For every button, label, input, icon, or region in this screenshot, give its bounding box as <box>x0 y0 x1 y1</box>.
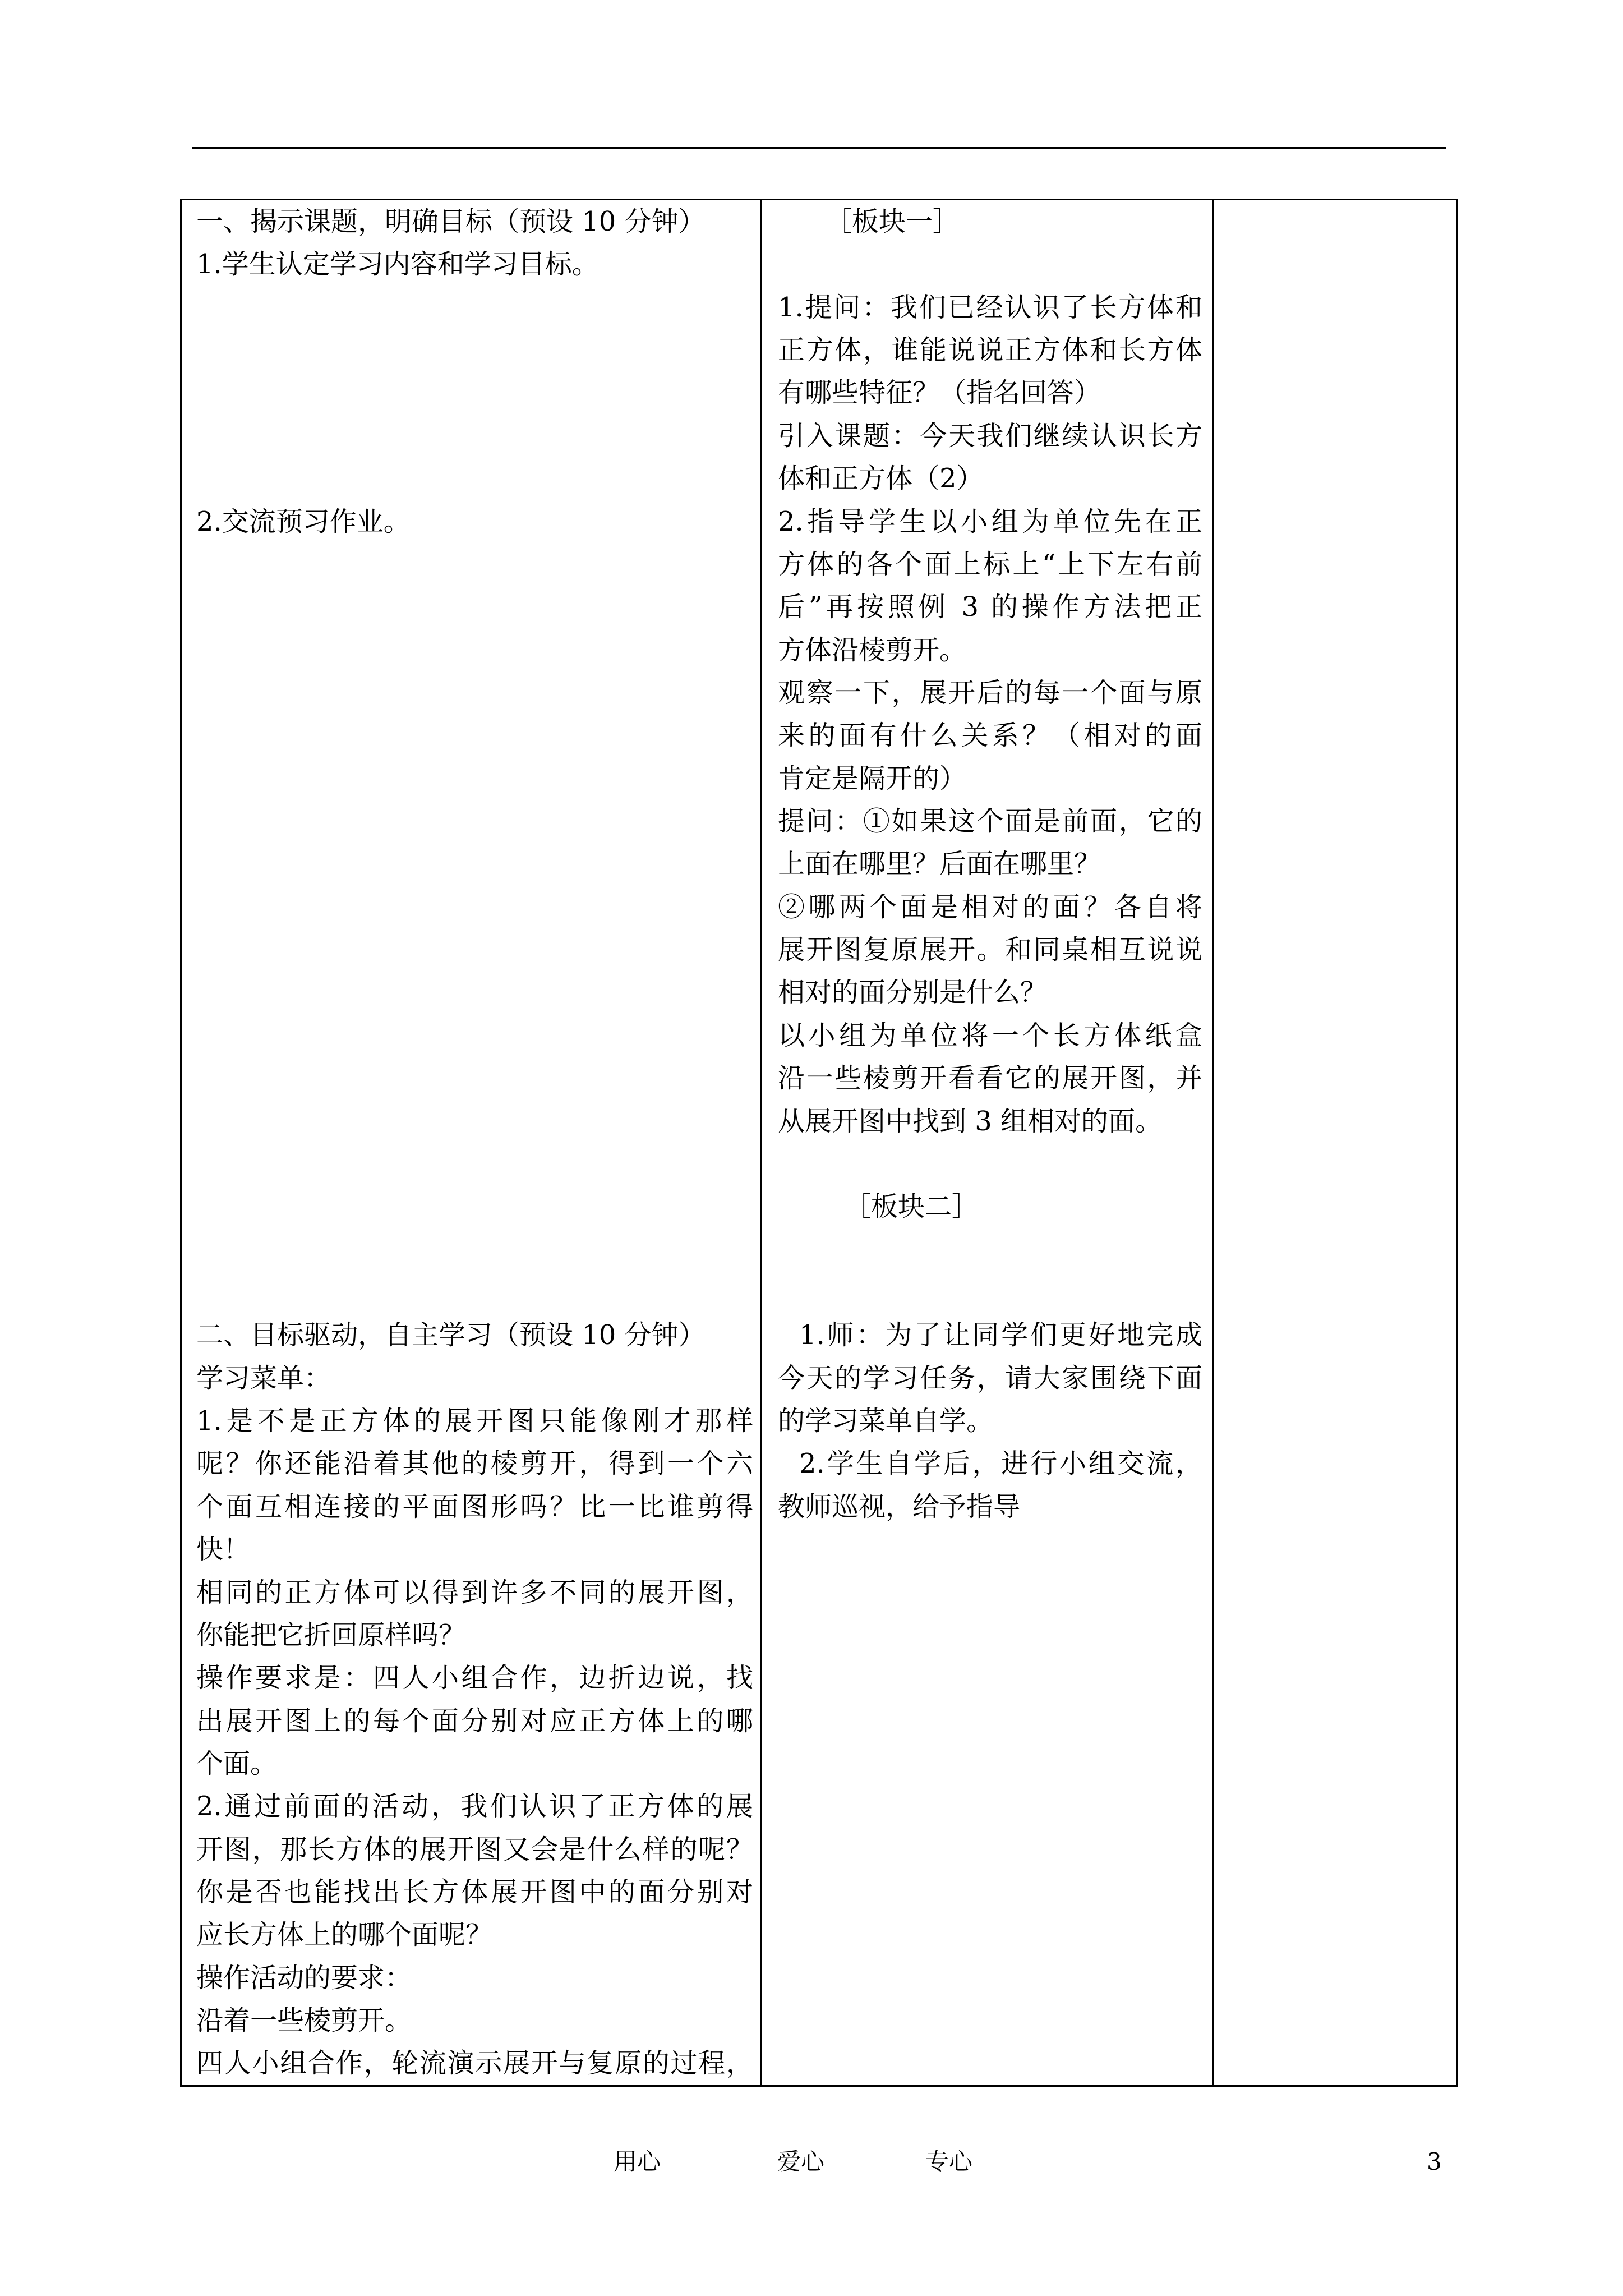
menu-task-1-line: 呢？你还能沿着其他的棱剪开，得到一个六 <box>196 1448 753 1480</box>
menu-task-1-note-line: 相同的正方体可以得到许多不同的展开图， <box>196 1576 753 1608</box>
block-2-teacher-step-2-line: 2.学生自学后，进行小组交流， <box>799 1448 1202 1480</box>
block-1-question-2-line: 上面在哪里？后面在哪里？ <box>778 848 1101 880</box>
menu-task-2-requirement-1: 沿着一些棱剪开。 <box>196 2005 412 2037</box>
block-1-guide-step-2-line: 方体的各个面上标上“上下左右前 <box>778 548 1202 580</box>
block-2-teacher-step-1-line: 今天的学习任务，请大家围绕下面 <box>778 1362 1202 1394</box>
menu-task-1-requirement-line: 出展开图上的每个面分别对应正方体上的哪 <box>196 1705 753 1737</box>
step-1-item-1: 1.学生认定学习内容和学习目标。 <box>196 249 599 280</box>
block-1-group-task-line: 以小组为单位将一个长方体纸盒 <box>778 1019 1202 1051</box>
block-2-teacher-step-2-line: 教师巡视，给予指导 <box>778 1490 1021 1522</box>
menu-task-1-requirement-line: 操作要求是：四人小组合作，边折边说，找 <box>196 1662 753 1694</box>
line-spacer <box>778 1143 1202 1185</box>
header-rule <box>192 147 1446 149</box>
menu-task-1-line: 个面互相连接的平面图形吗？比一比谁剪得 <box>196 1490 753 1522</box>
line-spacer <box>196 286 753 500</box>
block-1-question-3-line: 相对的面分别是什么？ <box>778 977 1048 1009</box>
step-1-title: 一、揭示课题，明确目标（预设 10 分钟） <box>196 206 706 237</box>
block-1-question-3-line: ②哪两个面是相对的面？各自将 <box>778 891 1202 923</box>
menu-task-2-line: 2.通过前面的活动，我们认识了正方体的展 <box>196 1791 753 1823</box>
lesson-plan-table <box>180 199 1458 2087</box>
block-1-question-1-line: 正方体，谁能说说正方体和长方体 <box>778 334 1202 366</box>
menu-task-2-line: 你是否也能找出长方体展开图中的面分别对 <box>196 1876 753 1908</box>
footer-motto-3: 专心 <box>925 2148 973 2175</box>
menu-task-1-line: 快！ <box>196 1534 251 1566</box>
line-spacer <box>778 1228 1202 1314</box>
menu-task-1-note-line: 你能把它折回原样吗？ <box>196 1619 466 1651</box>
block-1-observe-line: 肯定是隔开的） <box>778 762 967 794</box>
block-1-question-2-line: 提问：①如果这个面是前面，它的 <box>778 806 1202 838</box>
menu-task-2-requirement-2: 四人小组合作，轮流演示展开与复原的过程， <box>196 2047 753 2079</box>
block-1-guide-step-2-line: 方体沿棱剪开。 <box>778 634 967 666</box>
left-column-cell <box>182 200 762 2085</box>
line-spacer <box>778 243 1202 286</box>
page-number: 3 <box>1427 2148 1442 2175</box>
block-2-teacher-step-1-line: 的学习菜单自学。 <box>778 1405 994 1437</box>
block-1-observe-line: 观察一下，展开后的每一个面与原 <box>778 677 1202 708</box>
block-1-group-task-line: 从展开图中找到 3 组相对的面。 <box>778 1105 1163 1137</box>
block-2-heading: ［板块二］ <box>844 1191 979 1223</box>
menu-task-1-requirement-line: 个面。 <box>196 1747 278 1779</box>
block-1-question-3-line: 展开图复原展开。和同桌相互说说 <box>778 934 1202 966</box>
block-1-guide-step-2-line: 2.指导学生以小组为单位先在正 <box>778 505 1202 537</box>
block-1-group-task-line: 沿一些棱剪开看看它的展开图，并 <box>778 1062 1202 1094</box>
middle-column-cell <box>762 200 1214 2085</box>
menu-task-2-line: 应长方体上的哪个面呢？ <box>196 1919 493 1951</box>
block-1-observe-line: 来的面有什么关系？（相对的面 <box>778 720 1202 752</box>
menu-task-2-line: 开图，那长方体的展开图又会是什么样的呢？ <box>196 1833 753 1865</box>
block-1-topic-intro-line: 引入课题：今天我们继续认识长方 <box>778 420 1202 452</box>
footer-motto-2: 爱心 <box>777 2148 825 2175</box>
learning-menu-label: 学习菜单： <box>196 1362 331 1394</box>
menu-task-2-requirement-label: 操作活动的要求： <box>196 1962 412 1994</box>
footer-motto-1: 用心 <box>614 2148 661 2175</box>
block-2-teacher-step-1-line: 1.师：为了让同学们更好地完成 <box>799 1319 1202 1351</box>
menu-task-1-line: 1.是不是正方体的展开图只能像刚才那样 <box>196 1405 753 1437</box>
step-2-title: 二、目标驱动，自主学习（预设 10 分钟） <box>196 1319 706 1351</box>
line-spacer <box>196 543 753 1314</box>
step-1-item-2: 2.交流预习作业。 <box>196 505 411 537</box>
block-1-guide-step-2-line: 后”再按照例 3 的操作方法把正 <box>778 591 1202 623</box>
block-1-heading: ［板块一］ <box>825 206 960 237</box>
block-1-question-1-line: 1.提问：我们已经认识了长方体和 <box>778 291 1202 323</box>
block-1-topic-intro-line: 体和正方体（2） <box>778 463 984 495</box>
notes-column-cell <box>1214 200 1456 2085</box>
block-1-question-1-line: 有哪些特征？（指名回答） <box>778 377 1101 409</box>
